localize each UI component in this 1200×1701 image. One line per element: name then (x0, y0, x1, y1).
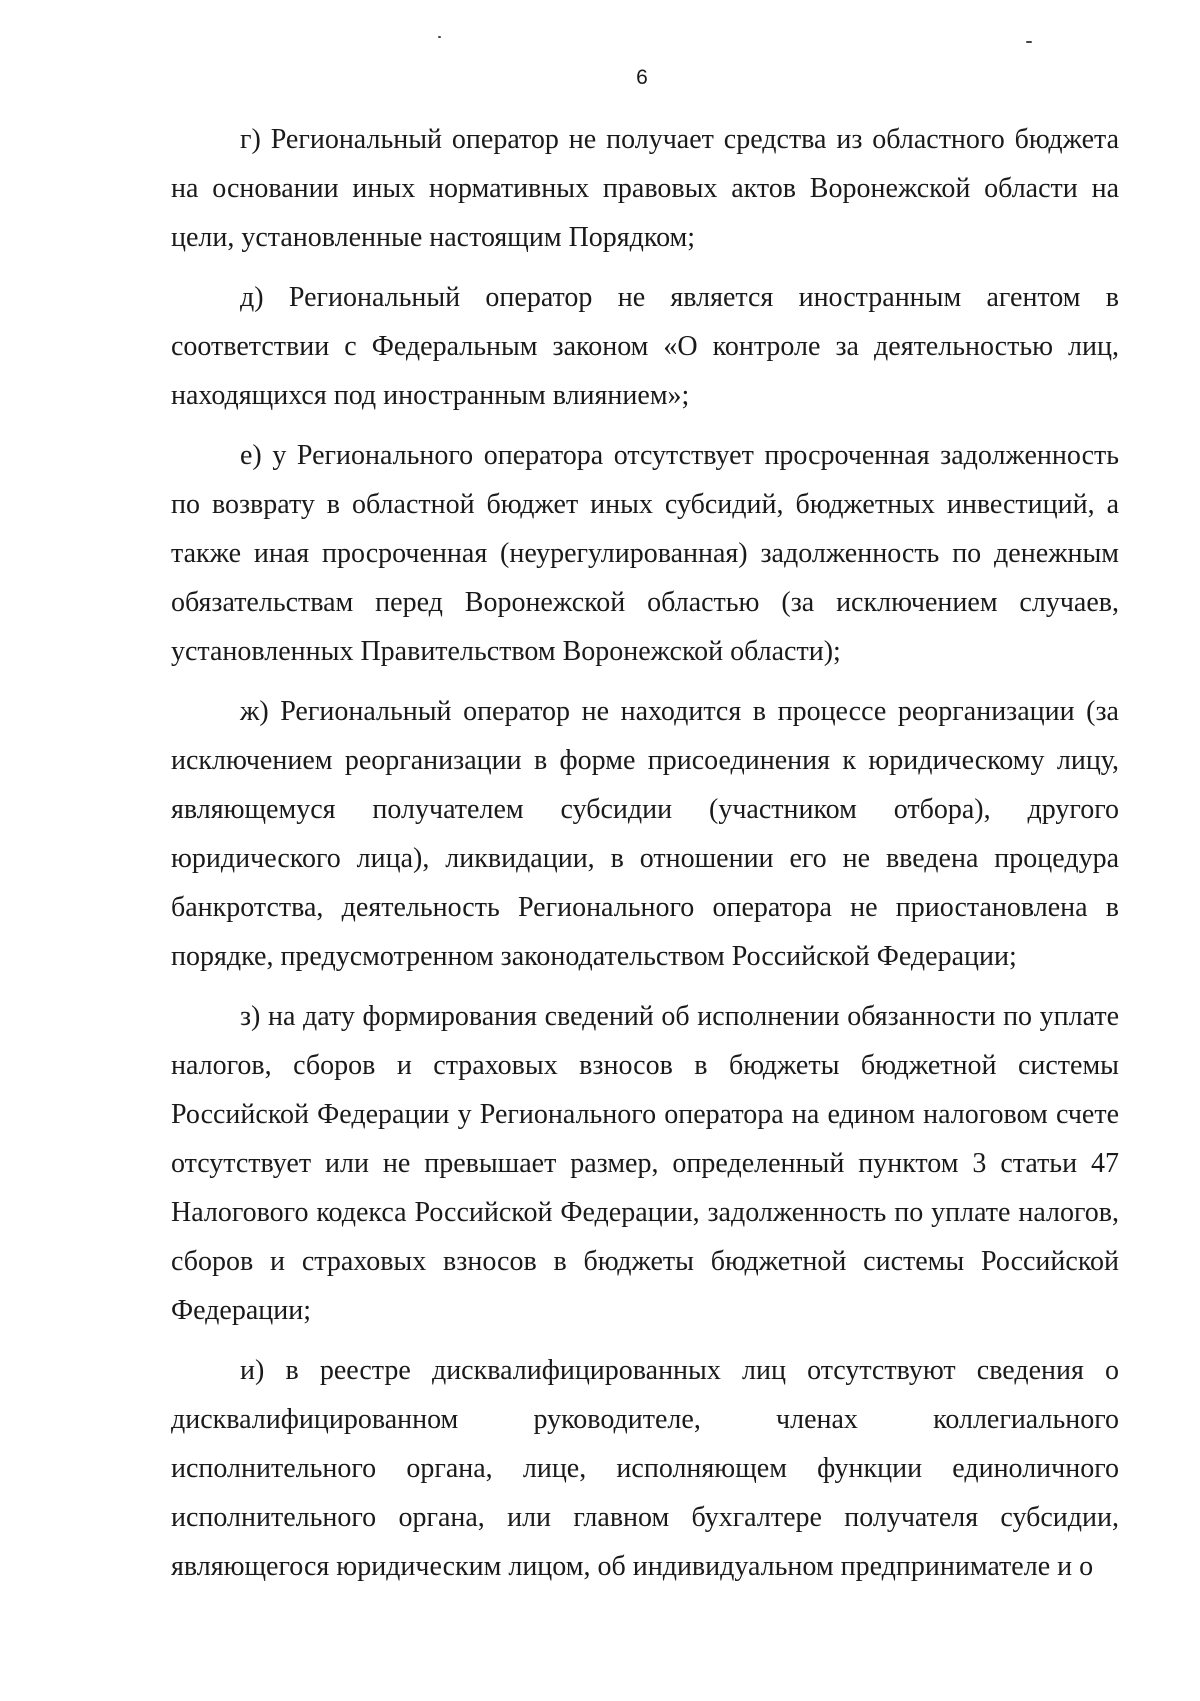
clause-i: и) в реестре дисквалифицированных лиц отсутствуют сведения о дисквалифицированном руководителе, членах коллегиального исполнительного органа, лице, исполняющем функции единоличного исполнительного органа, или главном бухгалтере получателя субсидии, являющегося юридическим лицом, об индивидуальном предпринимателе и о (171, 1355, 1119, 1582)
clause-z: з) на дату формирования сведений об исполнении обязанности по уплате налогов, сборов и страховых взносов в бюджеты бюджетной системы Российской Федерации у Регионального оператора на едином налоговом счете отсутствует или не превышает размер, определенный пунктом 3 статьи 47 Налогового кодекса Российской Федерации, задолженность по уплате налогов, сборов и страховых взносов в бюджеты бюджетной системы Российской Федерации; (171, 1001, 1119, 1326)
clause-e: е) у Регионального оператора отсутствует просроченная задолженность по возврату в областной бюджет иных субсидий, бюджетных инвестиций, а также иная просроченная (неурегулированная) задолженность по денежным обязательствам перед Воронежской областью (за исключением случаев, установленных Правительством Воронежской области); (171, 440, 1119, 667)
document-body (171, 115, 1119, 1640)
clause-g: г) Региональный оператор не получает средства из областного бюджета на основании иных нормативных правовых актов Воронежской области на цели, установленные настоящим Порядком; (171, 124, 1119, 253)
clause-zh: ж) Региональный оператор не находится в процессе реорганизации (за исключением реорганизации в форме присоединения к юридическому лицу, являющемуся получателем субсидии (участником отбора), другого юридического лица), ликвидации, в отношении его не введена процедура банкротства, деятельность Регионального оператора не приостановлена в порядке, предусмотренном законодательством Российской Федерации; (171, 696, 1119, 972)
clause-d: д) Региональный оператор не является иностранным агентом в соответствии с Федеральным законом «О контроле за деятельностью лиц, находящихся под иностранным влиянием»; (171, 282, 1119, 411)
scan-artifact-dash (1026, 41, 1032, 43)
scan-artifact-dot (438, 36, 441, 38)
page-number: 6 (636, 66, 648, 89)
